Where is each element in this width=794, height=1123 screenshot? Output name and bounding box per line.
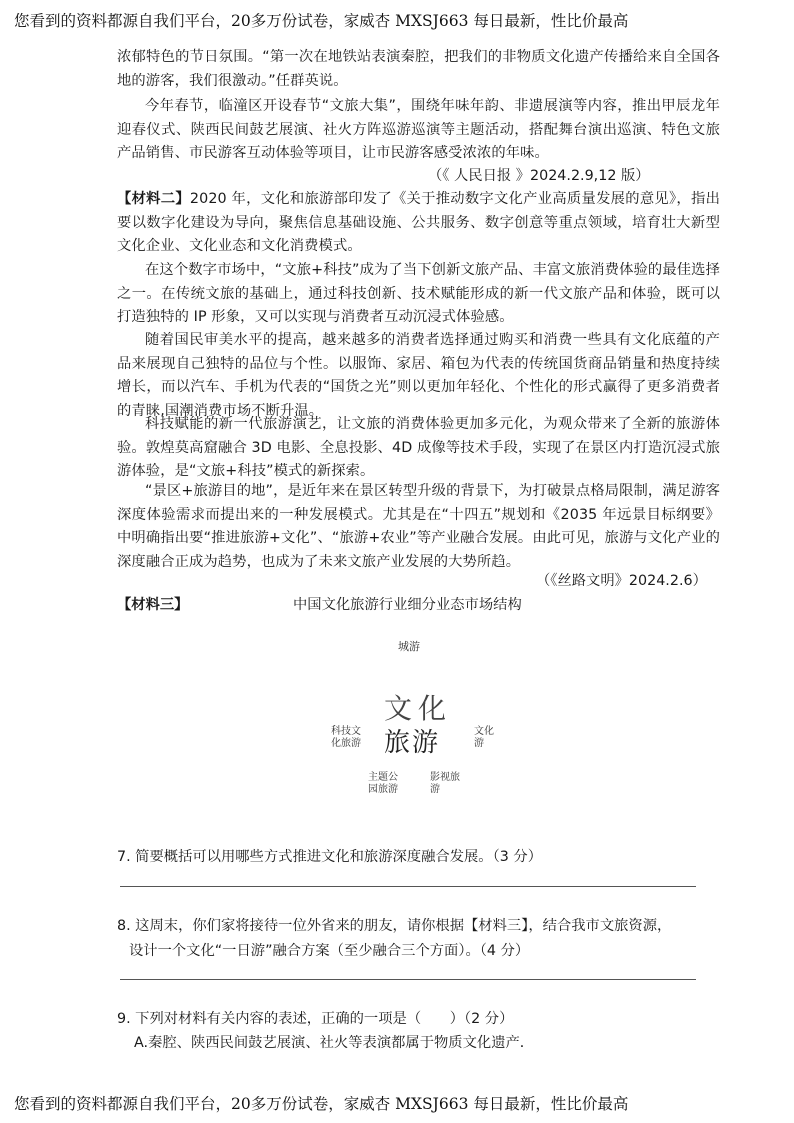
material2-paragraph-3: 随着国民审美水平的提高，越来越多的消费者选择通过购买和消费一些具有文化底蕴的产品来展现自己独特的品位与个性。以服饰、家居、箱包为代表的传统国货商品销量和热度持续增长，而以汽车、手机为代表的“国货之光”则以更加年轻化、个性化的形式赢得了更多消费者的青睐,国潮消费市场不断升温。 — [117, 332, 720, 419]
figure-top-label: 城游 — [398, 640, 420, 653]
question-9-option-a: A.秦腔、陕西民间鼓艺展演、社火等表演都属于物质文化遗产． — [134, 1035, 535, 1051]
figure-bottom-left-label — [368, 772, 398, 796]
material1-continuation: 浓郁特色的节日氛围。“第一次在地铁站表演秦腔，把我们的非物质文化遗产传播给来自全国各地的游客，我们很激动。”任群英说。 — [117, 49, 720, 89]
material2-paragraph-5: “景区+旅游目的地”，是近年来在景区转型升级的背景下，为打破景点格局限制，满足游客深度体验需求而提出来的一种发展模式。尤其是在“十四五”规划和《2035 年远景目标纲要》中明确指出要“推进旅游+文化”、“旅游+农业”等产业融合发展。由此可见，旅游与文化产业的深度融合正成为趋势，也成为了未来文旅产业发展的大势所趋。 — [117, 483, 720, 570]
material1-source: （《 人民日报 》2024.2.9,12 版） — [428, 168, 650, 184]
question-7: 7. 简要概括可以用哪些方式推进文化和旅游深度融合发展。（3 分） — [117, 849, 542, 865]
figure-left-label — [331, 726, 361, 750]
figure-right-label — [474, 726, 494, 750]
question-8-line-1: 8. 这周末，你们家将接待一位外省来的朋友，请你根据【材料三】，结合我市文旅资源， — [117, 918, 672, 934]
question-8-line-2: 设计一个文化“一日游”融合方案（至少融合三个方面）。（4 分） — [129, 943, 530, 959]
material2-source: （《丝路文明》2024.2.6） — [536, 573, 707, 589]
material2-paragraph-4: 科技赋能的新一代旅游演艺，让文旅的消费体验更加多元化，为观众带来了全新的旅游体验。敦煌莫高窟融合 3D 电影、全息投影、4D 成像等技术手段，实现了在景区内打造沉浸式旅游体验，是“文旅+科技”模式的新探索。 — [117, 416, 720, 480]
figure-center-top: 文化 — [384, 692, 453, 725]
top-watermark-banner: 您看到的资料都源自我们平台，20多万份试卷，家威杏 MXSJ663 每日最新，性比价最高 — [14, 12, 629, 30]
material2-paragraph-2: 在这个数字市场中，“文旅+科技”成为了当下创新文旅产品、丰富文旅消费体验的最佳选择之一。在传统文旅的基础上，通过科技创新、技术赋能形成的新一代文旅产品和体验，既可以打造独特的 IP 形象，又可以实现与消费者互动沉浸式体验感。 — [117, 262, 720, 326]
figure-bottom-left-label-line-1: 主题公 — [368, 772, 398, 783]
material3-label: 【材料三】 — [117, 597, 189, 613]
figure-left-label-line-2: 化旅游 — [331, 738, 361, 749]
figure-left-label-line-1: 科技文 — [331, 726, 361, 737]
figure-right-label-line-2: 游 — [474, 738, 484, 749]
figure-right-label-line-1: 文化 — [474, 726, 494, 737]
question-9: 9. 下列对材料有关内容的表述，正确的一项是（ ）（2 分） — [117, 1011, 514, 1027]
question-7-answer-line[interactable] — [120, 886, 696, 887]
question-8-answer-line[interactable] — [120, 979, 696, 980]
bottom-watermark-banner: 您看到的资料都源自我们平台，20多万份试卷，家威杏 MXSJ663 每日最新，性比价最高 — [14, 1095, 629, 1113]
material2-label: 【材料二】 — [117, 191, 190, 207]
figure-bottom-right-label-line-2: 游 — [430, 784, 440, 795]
material2-paragraph-1 — [117, 188, 720, 259]
figure-bottom-left-label-line-2: 园旅游 — [368, 784, 398, 795]
figure-bottom-right-label-line-1: 影视旅 — [430, 772, 460, 783]
figure-bottom-right-label — [430, 772, 460, 796]
material2-paragraph-1-text: 2020 年，文化和旅游部印发了《关于推动数字文化产业高质量发展的意见》，指出要以数字化建设为导向，聚焦信息基础设施、公共服务、数字创意等重点领域，培育壮大新型文化企业、文化业态和文化消费模式。 — [117, 191, 720, 255]
material3-title: 中国文化旅游行业细分业态市场结构 — [293, 597, 522, 613]
figure-center-bottom: 旅游 — [384, 728, 441, 758]
material1-paragraph-2: 今年春节，临潼区开设春节“文旅大集”，围绕年味年韵、非遗展演等内容，推出甲辰龙年迎春仪式、陕西民间鼓艺展演、社火方阵巡游巡演等主题活动，搭配舞台演出巡演、特色文旅产品销售、市民游客互动体验等项目，让市民游客感受浓浓的年味。 — [117, 98, 720, 162]
